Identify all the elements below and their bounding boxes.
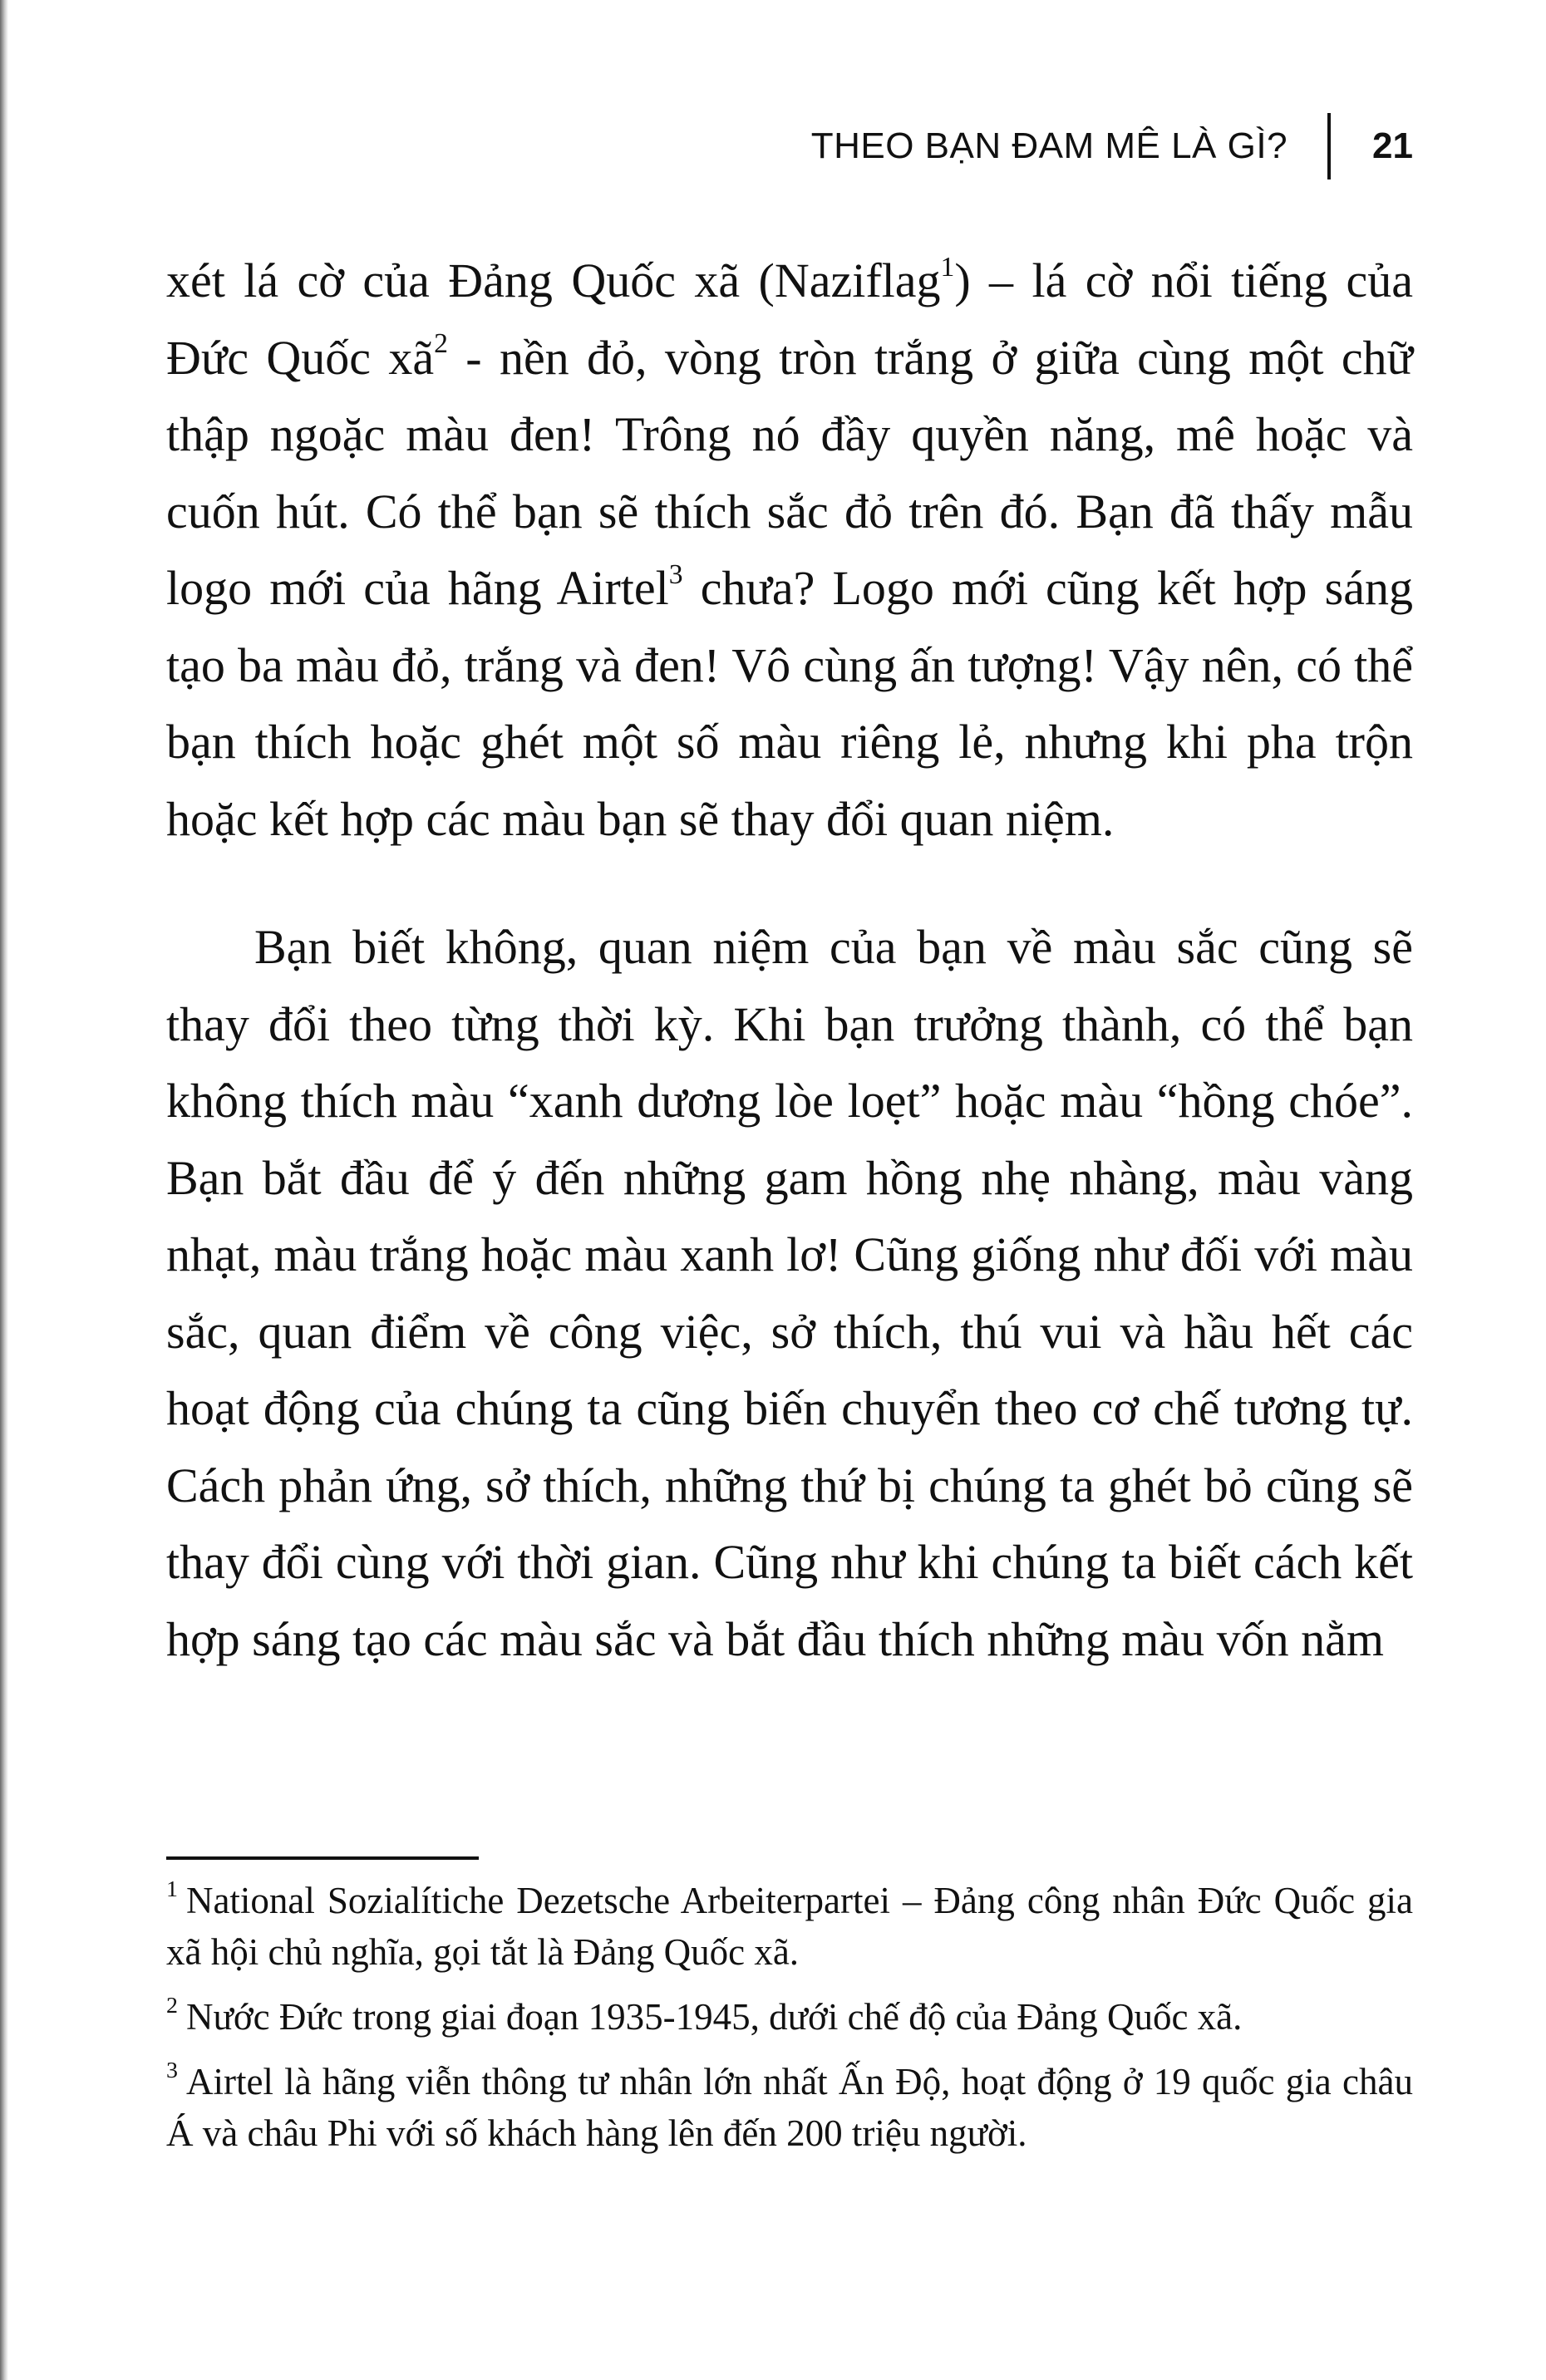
chapter-title: THEO BẠN ĐAM MÊ LÀ GÌ? [810,125,1288,166]
paragraph-1 [166,243,1413,858]
footnote-separator [166,1856,479,1860]
footnote-text: Airtel là hãng viễn thông tư nhân lớn nhất Ấn Độ, hoạt động ở 19 quốc gia châu Á và châu Phi với số khách hàng lên đến 200 triệu người. [166,2061,1413,2154]
paragraph-1-part-a: xét lá cờ của Đảng Quốc xã (Naziflag [166,253,941,307]
footnote-ref-2: 2 [434,328,448,360]
footnote-1 [166,1875,1413,1978]
footnote-ref-3: 3 [668,558,683,590]
footnote-3 [166,2056,1413,2159]
paragraph-1-part-b: ) – lá cờ nổi tiếng của Đức Quốc xã [166,253,1413,385]
header-divider [1327,113,1331,179]
footnote-text: Nước Đức trong giai đoạn 1935-1945, dưới chế độ của Đảng Quốc xã. [185,1996,1243,2038]
paragraph-1-part-d: chưa? Logo mới cũng kết hợp sáng tạo ba màu đỏ, trắng và đen! Vô cùng ấn tượng! Vậy nên, có thể bạn thích hoặc ghét một số màu riêng lẻ, nhưng khi pha trộn hoặc kết hợp các màu bạn sẽ thay đổi quan niệm. [166,561,1413,846]
footnote-2 [166,1991,1413,2043]
footnote-ref-1: 1 [940,251,955,283]
page-number: 21 [1372,125,1413,166]
footnote-marker: 2 [166,1992,178,2019]
running-header [748,113,1413,179]
footnote-marker: 3 [166,2057,178,2083]
page-edge-shadow [0,0,8,2380]
body-text [166,243,1413,1678]
paragraph-1-part-c: - nền đỏ, vòng tròn trắng ở giữa cùng một chữ thập ngoặc màu đen! Trông nó đầy quyền năng, mê hoặc và cuốn hút. Có thể bạn sẽ thích sắc đỏ trên đó. Bạn đã thấy mẫu logo mới của hãng Airtel [166,330,1413,615]
footnote-marker: 1 [166,1876,178,1902]
paragraph-2: Bạn biết không, quan niệm của bạn về màu sắc cũng sẽ thay đổi theo từng thời kỳ. Khi bạn trưởng thành, có thể bạn không thích màu “xanh dương lòe loẹt” hoặc màu “hồng chóe”. Bạn bắt đầu để ý đến những gam hồng nhẹ nhàng, màu vàng nhạt, màu trắng hoặc màu xanh lơ! Cũng giống như đối với màu sắc, quan điểm về công việc, sở thích, thú vui và hầu hết các hoạt động của chúng ta cũng biến chuyển theo cơ chế tương tự. Cách phản ứng, sở thích, những thứ bị chúng ta ghét bỏ cũng sẽ thay đổi cùng với thời gian. Cũng như khi chúng ta biết cách kết hợp sáng tạo các màu sắc và bắt đầu thích những màu vốn nằm [166,920,1413,1666]
footnotes [166,1875,1413,2172]
footnote-text: National Sozialítiche Dezetsche Arbeiterpartei – Đảng công nhân Đức Quốc gia xã hội chủ nghĩa, gọi tắt là Đảng Quốc xã. [166,1880,1413,1973]
